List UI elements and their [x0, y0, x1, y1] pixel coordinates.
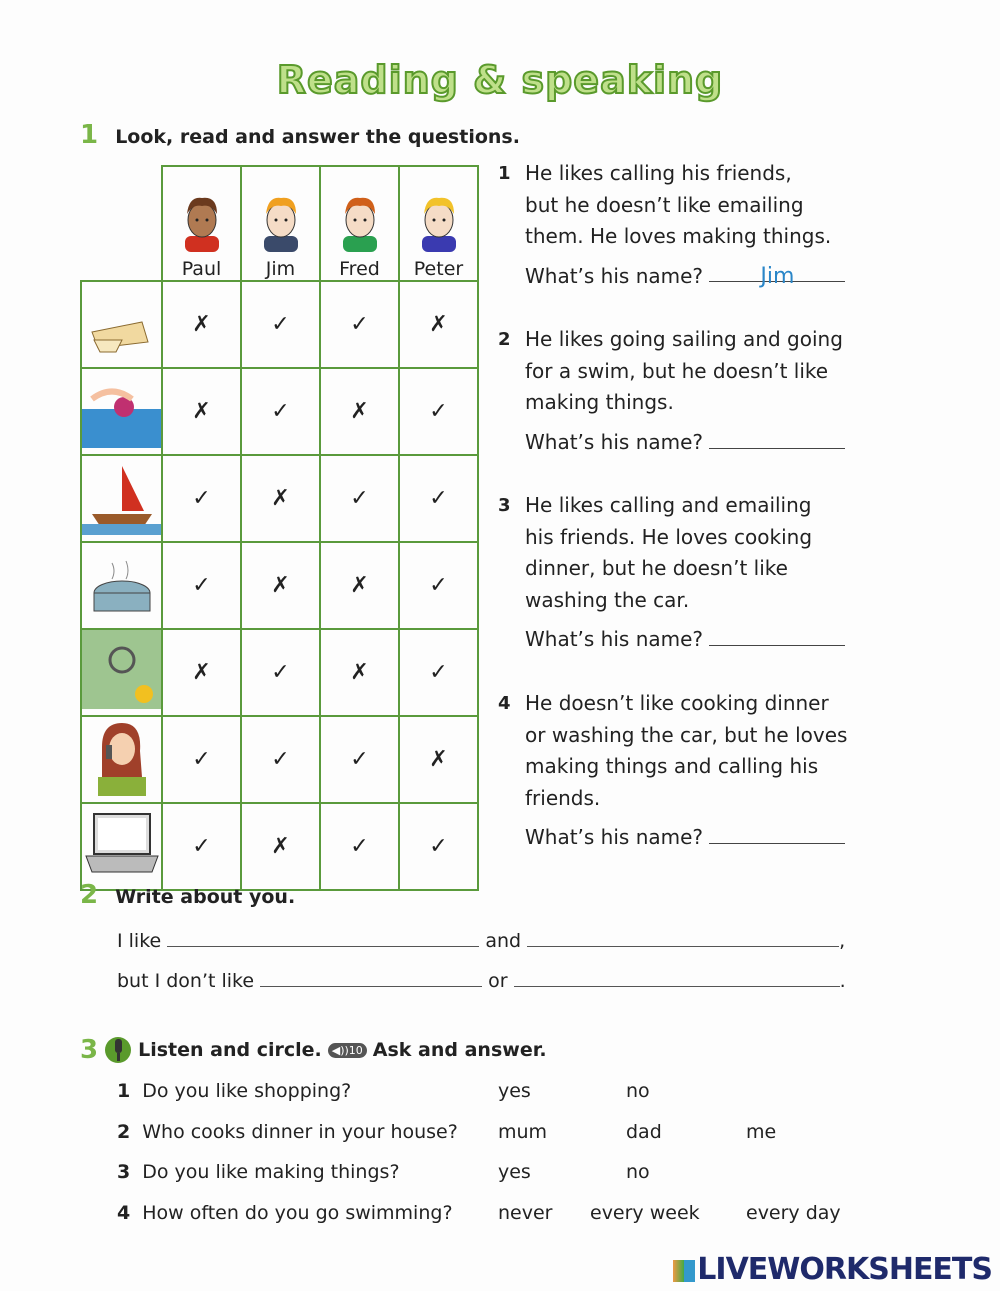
text: but I don’t like — [117, 970, 255, 992]
person-portrait-icon — [335, 190, 385, 252]
tick-mark: ✓ — [399, 629, 478, 716]
circle-option[interactable]: no — [626, 1161, 650, 1183]
text: . — [839, 970, 846, 992]
cross-mark: ✗ — [399, 281, 478, 368]
cooking-icon — [82, 543, 161, 622]
activity-cell — [81, 629, 162, 716]
question-prompt: What’s his name? — [525, 825, 704, 849]
question-text: them. He loves making things. — [525, 224, 832, 248]
tick-mark: ✓ — [162, 803, 241, 890]
track-number: 10 — [348, 1043, 363, 1057]
question-text: making things and calling his — [525, 754, 819, 778]
activity-cell — [81, 542, 162, 629]
making-things-icon — [82, 282, 161, 361]
cross-mark: ✗ — [320, 542, 399, 629]
question-text: making things. — [525, 390, 674, 414]
person-portrait-icon — [256, 190, 306, 252]
activity-cell — [81, 281, 162, 368]
question-text: washing the car. — [525, 587, 690, 612]
person-name: Peter — [413, 258, 464, 280]
table-row — [81, 455, 478, 542]
exercise-1-header — [80, 120, 520, 150]
activity-cell — [81, 368, 162, 455]
calling-icon — [82, 717, 161, 796]
text: I like — [117, 930, 162, 952]
circle-option[interactable]: never — [498, 1201, 553, 1224]
text: , — [839, 930, 846, 952]
answer-input[interactable] — [709, 428, 845, 449]
cross-mark: ✗ — [241, 803, 320, 890]
question-4 — [498, 688, 858, 854]
tick-mark: ✓ — [399, 542, 478, 629]
item-question: How often do you go swimming? — [142, 1201, 453, 1224]
listen-item-2 — [117, 1121, 458, 1143]
cross-mark: ✗ — [399, 716, 478, 803]
table-row — [81, 281, 478, 368]
question-text: He likes calling his friends, — [525, 161, 792, 185]
column-header-peter — [399, 166, 478, 281]
likes-table — [80, 165, 479, 891]
write-line-1 — [117, 928, 845, 952]
tick-mark: ✓ — [162, 716, 241, 803]
table-row — [81, 803, 478, 890]
person-portrait-icon — [414, 190, 464, 252]
page-title: Reading & speaking — [276, 58, 724, 102]
answer-input[interactable] — [709, 625, 845, 646]
circle-option[interactable]: every week — [590, 1201, 700, 1224]
question-text: He likes going sailing and going — [525, 327, 843, 351]
liveworksheets-logo — [673, 1252, 992, 1287]
question-text: He doesn’t like cooking dinner — [525, 691, 829, 715]
question-text: He likes calling and emailing — [525, 493, 812, 517]
tick-mark: ✓ — [320, 455, 399, 542]
item-question: Who cooks dinner in your house? — [142, 1120, 458, 1143]
table-row — [81, 542, 478, 629]
question-text: his friends. He loves cooking — [525, 524, 813, 549]
logo-text: LIVEWORKSHEETS — [697, 1252, 992, 1287]
question-prompt: What’s his name? — [525, 627, 704, 651]
item-number: 3 — [117, 1161, 131, 1183]
cross-mark: ✗ — [241, 542, 320, 629]
blank-input[interactable] — [260, 968, 482, 987]
tick-mark: ✓ — [320, 716, 399, 803]
circle-option[interactable]: dad — [626, 1120, 662, 1143]
tick-mark: ✓ — [241, 716, 320, 803]
table-row — [81, 629, 478, 716]
listen-item-1 — [117, 1080, 351, 1102]
question-number: 4 — [498, 693, 511, 714]
washing-car-icon — [82, 630, 161, 709]
table-row — [81, 368, 478, 455]
person-name: Paul — [181, 258, 222, 280]
exercise-number: 1 — [80, 120, 99, 150]
exercise-instruction: Write about you. — [115, 886, 296, 908]
question-prompt: What’s his name? — [525, 429, 704, 454]
exercise-number: 2 — [80, 880, 99, 910]
item-number: 1 — [117, 1080, 131, 1102]
cross-mark: ✗ — [320, 368, 399, 455]
listen-item-4 — [117, 1202, 453, 1224]
item-question: Do you like making things? — [142, 1161, 400, 1183]
item-number: 4 — [117, 1201, 131, 1224]
exercise-number: 3 — [80, 1035, 99, 1065]
tick-mark: ✓ — [399, 803, 478, 890]
text: or — [488, 970, 508, 992]
exercise-instruction: Look, read and answer the questions. — [115, 126, 520, 148]
circle-option[interactable]: yes — [498, 1080, 531, 1102]
answer-input[interactable] — [709, 823, 845, 844]
cross-mark: ✗ — [320, 629, 399, 716]
tick-mark: ✓ — [241, 629, 320, 716]
emailing-icon — [82, 804, 161, 883]
circle-option[interactable]: no — [626, 1080, 650, 1102]
question-1 — [498, 158, 858, 292]
exercise-2-header — [80, 880, 295, 910]
tick-mark: ✓ — [241, 281, 320, 368]
exercise-3-header — [80, 1035, 547, 1065]
cross-mark: ✗ — [241, 455, 320, 542]
tick-mark: ✓ — [162, 542, 241, 629]
answer-input[interactable]: Jim — [709, 261, 845, 282]
question-number: 2 — [498, 329, 511, 350]
listen-item-3 — [117, 1161, 400, 1183]
question-3 — [498, 490, 858, 656]
table-corner — [81, 166, 162, 281]
item-number: 2 — [117, 1120, 131, 1143]
column-header-jim — [241, 166, 320, 281]
exercise-instruction: Ask and answer. — [372, 1039, 547, 1061]
blank-input[interactable] — [167, 928, 479, 947]
column-header-paul — [162, 166, 241, 281]
question-text: but he doesn’t like emailing — [525, 192, 804, 217]
write-line-2 — [117, 968, 846, 992]
question-prompt: What’s his name? — [525, 263, 704, 288]
person-portrait-icon — [177, 190, 227, 252]
exercise-instruction: Listen and circle. — [138, 1039, 322, 1061]
sailing-icon — [82, 456, 161, 535]
tick-mark: ✓ — [320, 281, 399, 368]
swimming-icon — [82, 369, 161, 448]
text: and — [485, 930, 522, 952]
person-name: Jim — [265, 258, 296, 280]
microphone-icon — [104, 1035, 132, 1065]
cross-mark: ✗ — [162, 368, 241, 455]
tick-mark: ✓ — [399, 455, 478, 542]
question-2 — [498, 324, 858, 458]
question-text: friends. — [525, 785, 601, 810]
tick-mark: ✓ — [241, 368, 320, 455]
audio-track-button[interactable]: ◀)) 10 — [328, 1043, 367, 1058]
question-text: dinner, but he doesn’t like — [525, 556, 788, 580]
circle-option[interactable]: every day — [746, 1201, 841, 1224]
activity-cell — [81, 716, 162, 803]
cross-mark: ✗ — [162, 629, 241, 716]
question-text: for a swim, but he doesn’t like — [525, 358, 829, 383]
tick-mark: ✓ — [399, 368, 478, 455]
circle-option[interactable]: yes — [498, 1161, 531, 1183]
tick-mark: ✓ — [162, 455, 241, 542]
blank-input[interactable] — [514, 968, 840, 987]
activity-cell — [81, 455, 162, 542]
question-text: or washing the car, but he loves — [525, 722, 848, 747]
circle-option[interactable]: me — [746, 1120, 777, 1143]
tick-mark: ✓ — [320, 803, 399, 890]
question-number: 1 — [498, 163, 511, 184]
blank-input[interactable] — [527, 928, 839, 947]
activity-cell — [81, 803, 162, 890]
column-header-fred — [320, 166, 399, 281]
question-number: 3 — [498, 495, 511, 516]
circle-option[interactable]: mum — [498, 1120, 548, 1143]
person-name: Fred — [339, 258, 380, 280]
item-question: Do you like shopping? — [142, 1080, 352, 1102]
cross-mark: ✗ — [162, 281, 241, 368]
table-row — [81, 716, 478, 803]
